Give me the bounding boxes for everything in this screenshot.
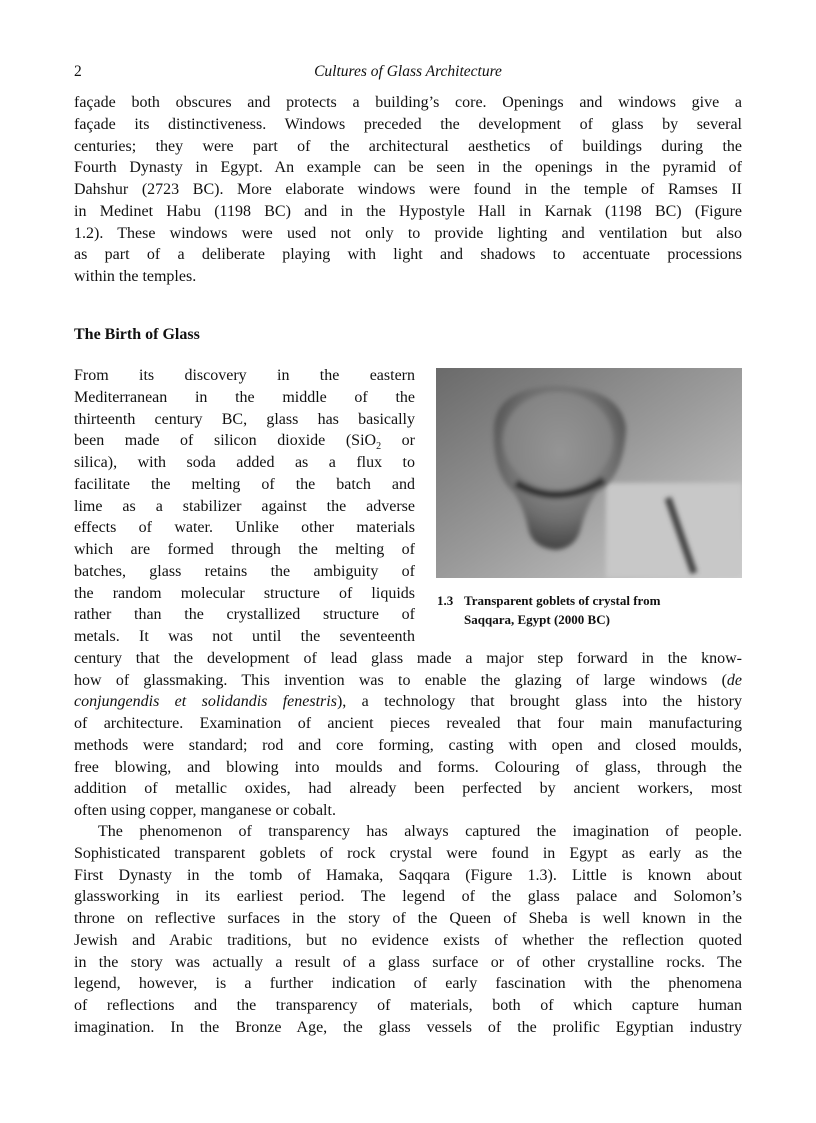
text-span: metals. It was not until the seventeenth [74, 628, 415, 645]
text-span: or [381, 432, 416, 450]
text-line [74, 583, 415, 605]
text-span: century that the development of lead glass made a major step forward in the know- [74, 649, 742, 667]
text-span: within the temples. [74, 268, 197, 285]
text-span: of reflections and the transparency of materials, both of which capture human [74, 997, 742, 1014]
text-span: of architecture. Examination of ancient pieces revealed that four main manufacturing [74, 715, 742, 732]
page-number: 2 [74, 63, 82, 80]
italic-text: conjungendis et solidandis fenestris [74, 693, 337, 711]
text-line [74, 223, 742, 245]
text-line [74, 430, 415, 452]
text-span: 1.2). These windows were used not only to provide lighting and ventilation but also [74, 224, 742, 242]
text-line [74, 886, 742, 908]
goblet-image [436, 368, 742, 578]
section-heading: The Birth of Glass [74, 326, 200, 343]
italic-text: de [726, 671, 742, 689]
text-line [74, 244, 742, 266]
text-line [74, 539, 415, 561]
text-span: in the story was actually a result of a glass surface or of other crystalline rocks. The [74, 953, 742, 971]
text-line [74, 973, 742, 995]
text-line [74, 691, 742, 713]
text-span: free blowing, and blowing into moulds and forms. Colouring of glass, through the [74, 758, 742, 776]
text-line [74, 452, 415, 474]
text-line [74, 995, 742, 1017]
text-span: batches, glass retains the ambiguity of [74, 562, 415, 580]
text-line [74, 670, 742, 692]
text-line [74, 930, 742, 952]
text-span: been made of silicon dioxide (SiO [74, 432, 377, 450]
text-line [74, 266, 742, 288]
figure-caption-line-1: Transparent goblets of crystal from [464, 593, 661, 608]
text-span: centuries; they were part of the architectural aesthetics of buildings during the [74, 137, 742, 155]
text-line [74, 92, 742, 114]
paragraph-3 [74, 821, 742, 1039]
figure-caption-line-2: Saqqara, Egypt (2000 BC) [464, 612, 610, 627]
text-line [74, 908, 742, 930]
text-line [74, 561, 415, 583]
text-span: effects of water. Unlike other materials [74, 519, 415, 537]
text-span: Sophisticated transparent goblets of rock crystal were found in Egypt as early as the [74, 844, 742, 862]
text-span: methods were standard; rod and core forming, casting with open and closed moulds, [74, 736, 742, 754]
text-span: throne on reflective surfaces in the story of the Queen of Sheba is well known in the [74, 910, 742, 927]
text-line [74, 800, 742, 822]
figure-number: 1.3 [437, 593, 454, 608]
text-span: lime as a stabilizer against the adverse [74, 497, 415, 515]
paragraph-1 [74, 92, 742, 288]
text-line [74, 952, 742, 974]
text-span: First Dynasty in the tomb of Hamaka, Saqqara (Figure 1.3). Little is known about [74, 866, 742, 884]
text-span: which are formed through the melting of [74, 541, 415, 558]
text-line [74, 821, 742, 843]
text-line [74, 648, 742, 670]
text-span: thirteenth century BC, glass has basically [74, 410, 415, 428]
figure-goblet-photo [436, 368, 742, 578]
text-line [74, 496, 415, 518]
text-line [74, 735, 742, 757]
text-span: in Medinet Habu (1198 BC) and in the Hypostyle Hall in Karnak (1198 BC) (Figure [74, 202, 742, 220]
text-line [74, 387, 415, 409]
text-span: façade both obscures and protects a building’s core. Openings and windows give a [74, 94, 742, 111]
text-span: often using copper, manganese or cobalt. [74, 802, 336, 819]
text-span: façade its distinctiveness. Windows preceded the development of glass by several [74, 115, 742, 133]
text-line [74, 604, 415, 626]
text-span: Dahshur (2723 BC). More elaborate windows were found in the temple of Ramses II [74, 181, 742, 198]
text-span: silica), with soda added as a flux to [74, 454, 415, 471]
text-line [74, 179, 742, 201]
text-line [74, 409, 415, 431]
text-span: Jewish and Arabic traditions, but no evidence exists of whether the reflection quoted [74, 931, 742, 949]
text-line [74, 157, 742, 179]
text-line [74, 778, 742, 800]
text-span: legend, however, is a further indication of early fascination with the phenomena [74, 975, 742, 993]
text-span: ), a technology that brought glass into the history [336, 693, 742, 711]
text-line [74, 1017, 742, 1039]
text-line [74, 201, 742, 223]
text-span: how of glassmaking. This invention was to enable the glazing of large windows ( [74, 671, 727, 689]
text-line [74, 626, 415, 648]
text-line [74, 517, 415, 539]
text-line [74, 365, 415, 387]
text-line [74, 713, 742, 735]
text-line [74, 114, 742, 136]
text-span: rather than the crystallized structure of [74, 606, 415, 624]
text-span: the random molecular structure of liquids [74, 584, 415, 602]
text-line [74, 865, 742, 887]
text-span: The phenomenon of transparency has always captured the imagination of people. [98, 823, 742, 840]
text-span: From its discovery in the eastern [74, 367, 415, 384]
text-span: Mediterranean in the middle of the [74, 388, 415, 406]
text-span: facilitate the melting of the batch and [74, 475, 415, 493]
text-span: glassworking in its earliest period. The legend of the glass palace and Solomon’s [74, 888, 742, 906]
subscript: 2 [376, 441, 382, 453]
text-line [74, 136, 742, 158]
running-title: Cultures of Glass Architecture [314, 63, 502, 80]
text-span: Fourth Dynasty in Egypt. An example can be seen in the openings in the pyramid of [74, 159, 742, 177]
text-line [74, 843, 742, 865]
text-span: as part of a deliberate playing with light and shadows to accentuate processions [74, 246, 742, 264]
text-line [74, 474, 415, 496]
text-span: addition of metallic oxides, had already been perfected by ancient workers, most [74, 780, 742, 798]
text-span: imagination. In the Bronze Age, the glass vessels of the prolific Egyptian industry [74, 1018, 742, 1036]
text-line [74, 757, 742, 779]
